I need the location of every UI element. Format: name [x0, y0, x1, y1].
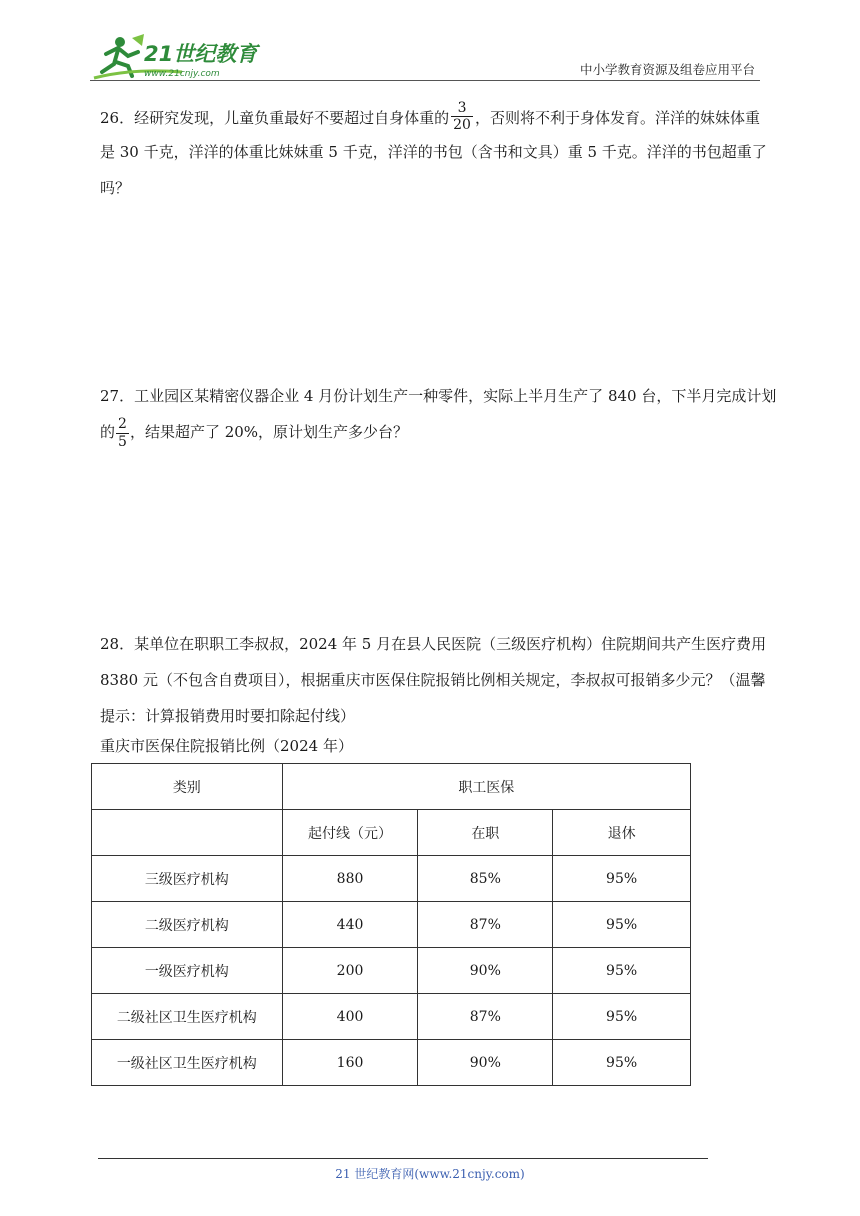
row-threshold: 440	[282, 902, 418, 948]
row-employed: 90%	[418, 1040, 553, 1086]
row-retired: 95%	[553, 902, 691, 948]
row-category: 一级社区卫生医疗机构	[92, 1040, 283, 1086]
row-retired: 95%	[553, 994, 691, 1040]
table-header-row-2	[92, 810, 691, 856]
table-row	[92, 856, 691, 902]
q27-line-1: 27．工业园区某精密仪器企业 4 月份计划生产一种零件，实际上半月生产了 840 台，下半月完成计划	[100, 387, 777, 405]
row-category: 一级医疗机构	[92, 948, 283, 994]
q26-text-b: ，否则将不利于身体发育。洋洋的妹妹体重	[474, 109, 760, 127]
header-employed: 在职	[418, 810, 553, 856]
row-employed: 87%	[418, 902, 553, 948]
svg-text:www.21cnjy.com: www.21cnjy.com	[144, 69, 220, 79]
row-category: 二级医疗机构	[92, 902, 283, 948]
question-26	[100, 100, 767, 206]
site-logo	[92, 34, 262, 82]
question-28	[100, 626, 767, 734]
header-retired: 退休	[553, 810, 691, 856]
table-row	[92, 1040, 691, 1086]
row-category: 二级社区卫生医疗机构	[92, 994, 283, 1040]
q27-text-a: 的	[100, 423, 116, 441]
row-employed: 87%	[418, 994, 553, 1040]
q27-frac-numerator: 2	[118, 416, 127, 433]
svg-text:21世纪教育: 21世纪教育	[144, 42, 258, 66]
q27-text-b: ，结果超产了 20%，原计划生产多少台？	[129, 423, 409, 441]
table-row	[92, 948, 691, 994]
q26-frac-denominator: 20	[453, 117, 471, 134]
q28-line-3: 提示：计算报销费用时要扣除起付线）	[100, 707, 356, 725]
header-threshold: 起付线（元）	[282, 810, 418, 856]
q28-line-1: 28．某单位在职职工李叔叔，2024 年 5 月在县人民医院（三级医疗机构）住院期间共产生医疗费用	[100, 635, 767, 653]
table-row	[92, 902, 691, 948]
header-category: 类别	[92, 764, 283, 810]
table-caption: 重庆市医保住院报销比例（2024 年）	[100, 737, 353, 755]
reimbursement-table	[91, 763, 691, 1086]
row-retired: 95%	[553, 948, 691, 994]
row-retired: 95%	[553, 1040, 691, 1086]
header-empty	[92, 810, 283, 856]
footer-link[interactable]: 21 世纪教育网(www.21cnjy.com)	[335, 1167, 525, 1181]
platform-name: 中小学教育资源及组卷应用平台	[579, 62, 755, 77]
q26-line-1	[100, 100, 760, 136]
q26-line-3: 吗？	[100, 179, 131, 197]
header-divider	[90, 80, 760, 81]
q27-fraction	[116, 416, 129, 449]
row-threshold: 400	[282, 994, 418, 1040]
row-threshold: 880	[282, 856, 418, 902]
q27-line-2	[100, 414, 760, 450]
row-threshold: 160	[282, 1040, 418, 1086]
runner-logo-icon	[92, 34, 262, 82]
question-27	[100, 378, 777, 450]
row-threshold: 200	[282, 948, 418, 994]
footer-divider	[98, 1158, 708, 1159]
row-employed: 90%	[418, 948, 553, 994]
row-employed: 85%	[418, 856, 553, 902]
q26-line-2: 是 30 千克，洋洋的体重比妹妹重 5 千克，洋洋的书包（含书和文具）重 5 千克。洋洋的书包超重了	[100, 143, 767, 161]
q26-text-a: 26．经研究发现，儿童负重最好不要超过自身体重的	[100, 109, 450, 127]
q28-line-2: 8380 元（不包含自费项目），根据重庆市医保住院报销比例相关规定，李叔叔可报销多少元？（温馨	[100, 671, 766, 689]
row-retired: 95%	[553, 856, 691, 902]
header-employee-insurance: 职工医保	[282, 764, 690, 810]
table-row	[92, 994, 691, 1040]
table-header-row-1	[92, 764, 691, 810]
row-category: 三级医疗机构	[92, 856, 283, 902]
q26-frac-numerator: 3	[451, 100, 473, 117]
q26-fraction	[451, 100, 473, 136]
q27-frac-denominator: 5	[118, 433, 127, 450]
